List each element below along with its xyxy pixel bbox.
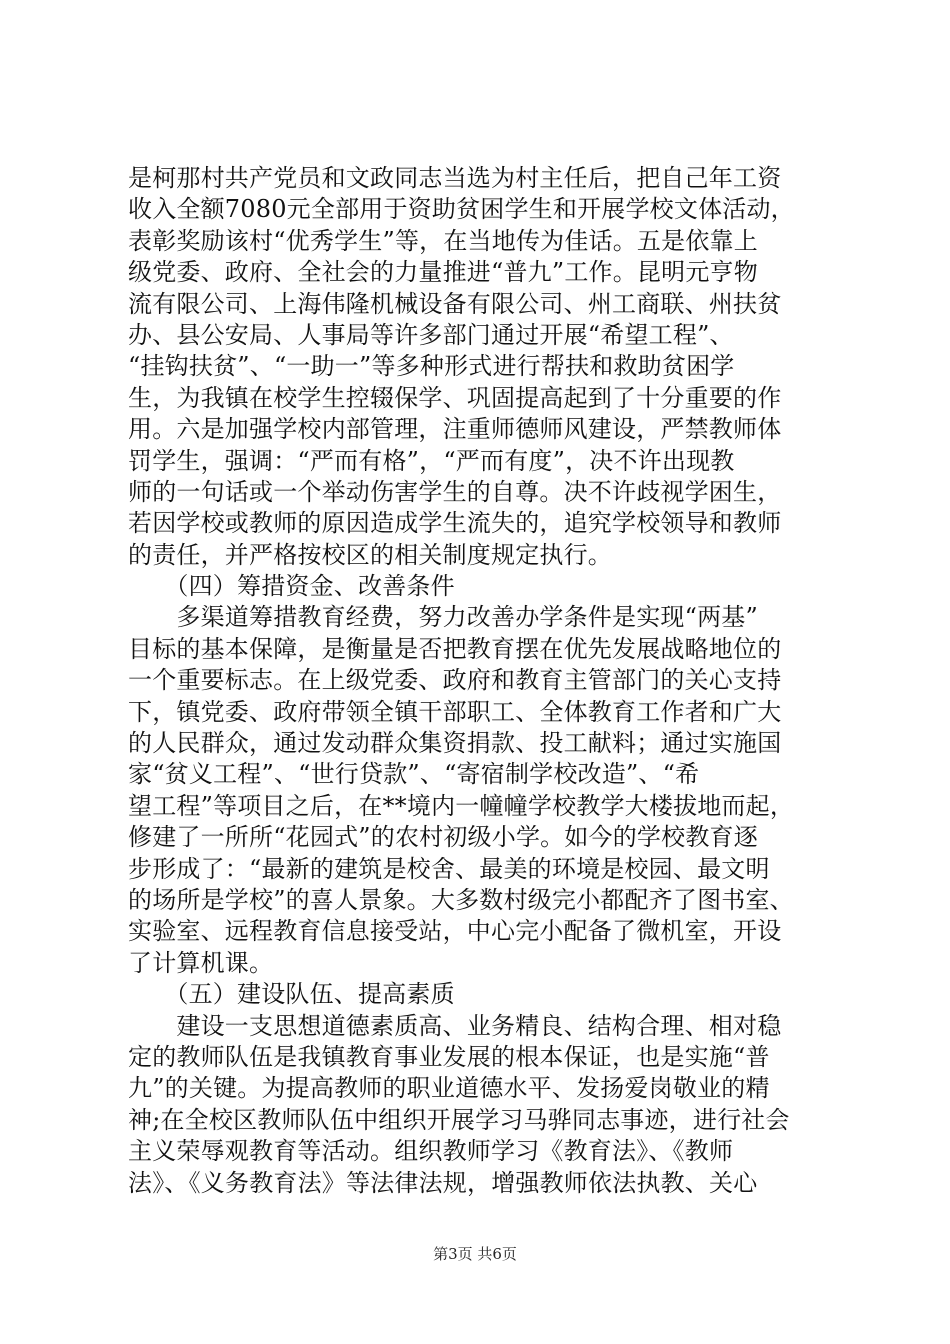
text-line: 望工程”等项目之后，在**境内一幢幢学校教学大楼拔地而起，: [128, 791, 795, 820]
text-line: 多渠道筹措教育经费，努力改善办学条件是实现“两基”: [128, 603, 758, 632]
text-line: 办、县公安局、人事局等许多部门通过开展“希望工程”、: [128, 320, 734, 349]
text-line: 的人民群众，通过发动群众集资捐款、投工献料；通过实施国: [128, 729, 782, 758]
text-line: 九”的关键。为提高教师的职业道德水平、发扬爱岗敬业的精: [128, 1074, 770, 1103]
text-line: 家“贫义工程”、“世行贷款”、“寄宿制学校改造”、“希: [128, 760, 700, 789]
text-line: （四）筹措资金、改善条件: [128, 572, 455, 601]
text-line: 主义荣辱观教育等活动。组织教师学习《教育法》、《教师: [128, 1137, 734, 1166]
text-line: 收入全额7080元全部用于资助贫困学生和开展学校文体活动，: [128, 195, 795, 224]
text-line: 法》、《义务教育法》等法律法规，增强教师依法执教、关心: [128, 1168, 758, 1197]
text-line: 级党委、政府、全社会的力量推进“普九”工作。昆明元亨物: [128, 258, 758, 287]
text-line: （五）建设队伍、提高素质: [128, 980, 455, 1009]
text-line: “挂钩扶贫”、“一助一”等多种形式进行帮扶和救助贫困学: [128, 352, 735, 381]
text-line: 的场所是学校”的喜人景象。大多数村级完小都配齐了图书室、: [128, 885, 794, 914]
text-line: 若因学校或教师的原因造成学生流失的，追究学校领导和教师: [128, 509, 782, 538]
text-line: 师的一句话或一个举动伤害学生的自尊。决不许歧视学困生，: [128, 477, 782, 506]
text-line: 一个重要标志。在上级党委、政府和教育主管部门的关心支持: [128, 666, 782, 695]
text-line: 生，为我镇在校学生控辍保学、巩固提高起到了十分重要的作: [128, 383, 782, 412]
text-line: 表彰奖励该村“优秀学生”等，在当地传为佳话。五是依靠上: [128, 226, 758, 255]
text-line: 神;在全校区教师队伍中组织开展学习马骅同志事迹，进行社会: [128, 1105, 790, 1134]
text-line: 目标的基本保障，是衡量是否把教育摆在优先发展战略地位的: [128, 634, 782, 663]
text-line: 步形成了：“最新的建筑是校舍、最美的环境是校园、最文明: [128, 854, 770, 883]
text-line: 建设一支思想道德素质高、业务精良、结构合理、相对稳: [128, 1011, 782, 1040]
text-line: 是柯那村共产党员和文政同志当选为村主任后，把自己年工资: [128, 164, 782, 192]
text-line: 流有限公司、上海伟隆机械设备有限公司、州工商联、州扶贫: [128, 289, 782, 318]
text-line: 用。六是加强学校内部管理，注重师德师风建设，严禁教师体: [128, 415, 782, 444]
text-line: 罚学生，强调：“严而有格”，“严而有度”，决不许出现教: [128, 446, 735, 475]
text-line: 实验室、远程教育信息接受站，中心完小配备了微机室，开设: [128, 917, 782, 946]
text-line: 定的教师队伍是我镇教育事业发展的根本保证，也是实施“普: [128, 1042, 770, 1071]
text-line: 下，镇党委、政府带领全镇干部职工、全体教育工作者和广大: [128, 697, 782, 726]
text-line: 了计算机课。: [128, 948, 274, 977]
body-text: [128, 163, 828, 1199]
text-line: 修建了一所所“花园式”的农村初级小学。如今的学校教育逐: [128, 823, 758, 852]
page-footer: 第3页 共6页: [433, 1245, 517, 1263]
text-line: 的责任，并严格按校区的相关制度规定执行。: [128, 540, 612, 569]
